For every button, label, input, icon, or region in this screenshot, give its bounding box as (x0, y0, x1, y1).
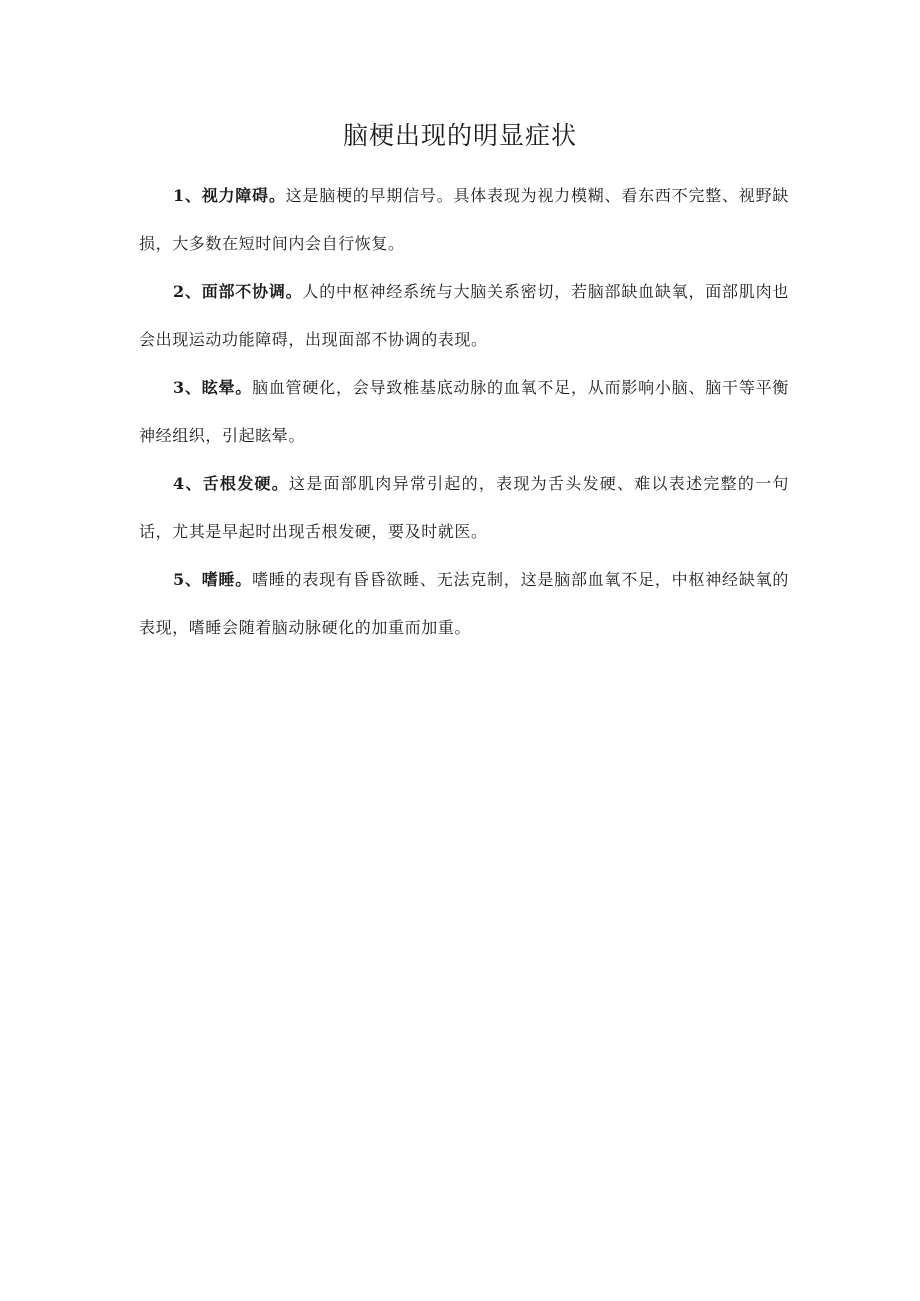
symptom-heading-3: 3、眩晕。 (173, 378, 253, 397)
symptom-paragraph-5 (139, 556, 789, 652)
document-body (139, 172, 789, 652)
symptom-text-1: 这是脑梗的早期信号。具体表现为视力模糊、看东西不完整、视野缺损，大多数在短时间内会自行恢复。 (139, 186, 789, 253)
symptom-heading-2: 2、面部不协调。 (173, 282, 303, 301)
symptom-heading-1: 1、视力障碍。 (173, 186, 286, 205)
symptom-heading-4: 4、舌根发硬。 (173, 474, 289, 493)
page-title: 脑梗出现的明显症状 (342, 121, 577, 150)
symptom-paragraph-1 (139, 172, 789, 268)
symptom-paragraph-3 (139, 364, 789, 460)
symptom-text-3: 脑血管硬化，会导致椎基底动脉的血氧不足，从而影响小脑、脑干等平衡神经组织，引起眩晕。 (139, 378, 789, 445)
symptom-text-4: 这是面部肌肉异常引起的，表现为舌头发硬、难以表述完整的一句话，尤其是早起时出现舌根发硬，要及时就医。 (139, 474, 789, 541)
symptom-paragraph-4 (139, 460, 789, 556)
symptom-text-5: 嗜睡的表现有昏昏欲睡、无法克制，这是脑部血氧不足，中枢神经缺氧的表现，嗜睡会随着脑动脉硬化的加重而加重。 (139, 570, 789, 637)
symptom-paragraph-2 (139, 268, 789, 364)
symptom-text-2: 人的中枢神经系统与大脑关系密切，若脑部缺血缺氧，面部肌肉也会出现运动功能障碍，出现面部不协调的表现。 (139, 282, 789, 349)
symptom-heading-5: 5、嗜睡。 (173, 570, 253, 589)
